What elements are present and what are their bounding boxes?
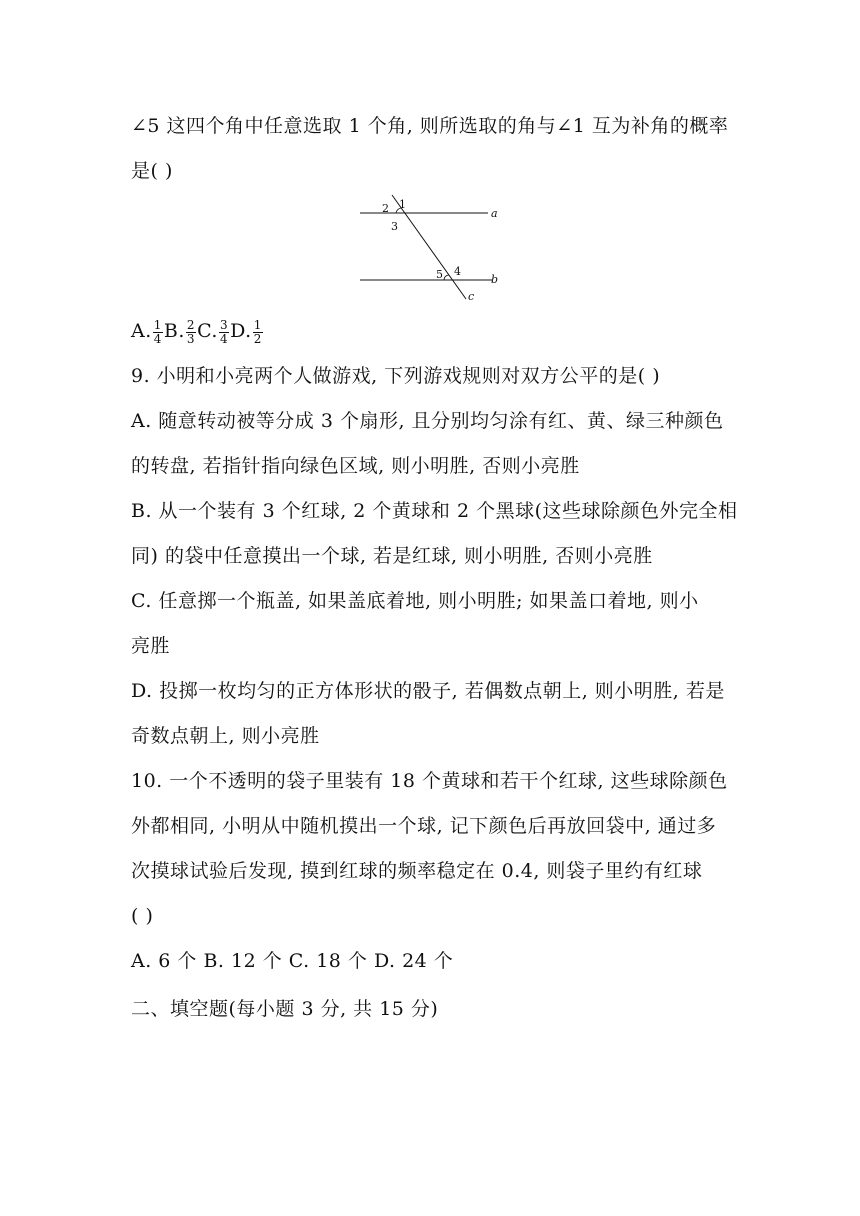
- angle-label-5: 5: [436, 268, 443, 281]
- parallel-lines-figure: [355, 192, 505, 302]
- fraction-c: $\frac{3}{4}$: [219, 317, 229, 346]
- q8-stem-line-2: 是( ): [131, 160, 173, 182]
- q9-option-b-line-2: 同) 的袋中任意摸出一个球, 若是红球, 则小明胜, 否则小亮胜: [131, 545, 653, 567]
- option-d-prefix: D.: [230, 320, 252, 342]
- option-c-prefix: C.: [197, 320, 218, 342]
- q9-option-b-line-1: B. 从一个装有 3 个红球, 2 个黄球和 2 个黑球(这些球除颜色外完全相: [131, 500, 738, 522]
- q9-option-c-line-2: 亮胜: [131, 635, 171, 657]
- line-label-b: b: [491, 273, 499, 286]
- fraction-b: $\frac{2}{3}$: [186, 317, 196, 346]
- q9-option-a-line-1: A. 随意转动被等分成 3 个扇形, 且分别均匀涂有红、黄、绿三种颜色: [131, 410, 724, 432]
- q9-stem: 9. 小明和小亮两个人做游戏, 下列游戏规则对双方公平的是( ): [131, 365, 661, 387]
- q10-stem-line-3: 次摸球试验后发现, 摸到红球的频率稳定在 0.4, 则袋子里约有红球: [131, 860, 703, 882]
- q9-option-c-line-1: C. 任意掷一个瓶盖, 如果盖底着地, 则小明胜; 如果盖口着地, 则小: [131, 590, 699, 612]
- q10-stem-line-2: 外都相同, 小明从中随机摸出一个球, 记下颜色后再放回袋中, 通过多: [131, 815, 717, 837]
- fraction-a: $\frac{1}{4}$: [153, 317, 162, 346]
- section-2-title: 二、填空题(每小题 3 分, 共 15 分): [131, 998, 439, 1020]
- q10-options: A. 6 个 B. 12 个 C. 18 个 D. 24 个: [131, 950, 454, 972]
- line-label-c: c: [468, 290, 475, 302]
- angle-label-1: 1: [399, 198, 406, 211]
- q8-options: [131, 314, 264, 348]
- angle-arc-bottom: [444, 275, 449, 280]
- q9-option-a-line-2: 的转盘, 若指针指向绿色区域, 则小明胜, 否则小亮胜: [131, 455, 580, 477]
- q9-option-d-line-1: D. 投掷一枚均匀的正方体形状的骰子, 若偶数点朝上, 则小明胜, 若是: [131, 680, 725, 702]
- angle-label-4: 4: [454, 265, 461, 278]
- q8-stem-line-1: ∠5 这四个角中任意选取 1 个角, 则所选取的角与∠1 互为补角的概率: [131, 115, 729, 137]
- q10-stem-line-4: ( ): [131, 905, 154, 927]
- angle-label-2: 2: [382, 202, 389, 215]
- line-label-a: a: [491, 207, 498, 220]
- q10-stem-line-1: 10. 一个不透明的袋子里装有 18 个黄球和若干个红球, 这些球除颜色: [131, 770, 728, 792]
- q9-option-d-line-2: 奇数点朝上, 则小亮胜: [131, 725, 320, 747]
- option-b-prefix: B.: [163, 320, 185, 342]
- angle-label-3: 3: [391, 220, 398, 233]
- fraction-d: $\frac{1}{2}$: [253, 317, 262, 346]
- option-a-prefix: A.: [131, 320, 152, 342]
